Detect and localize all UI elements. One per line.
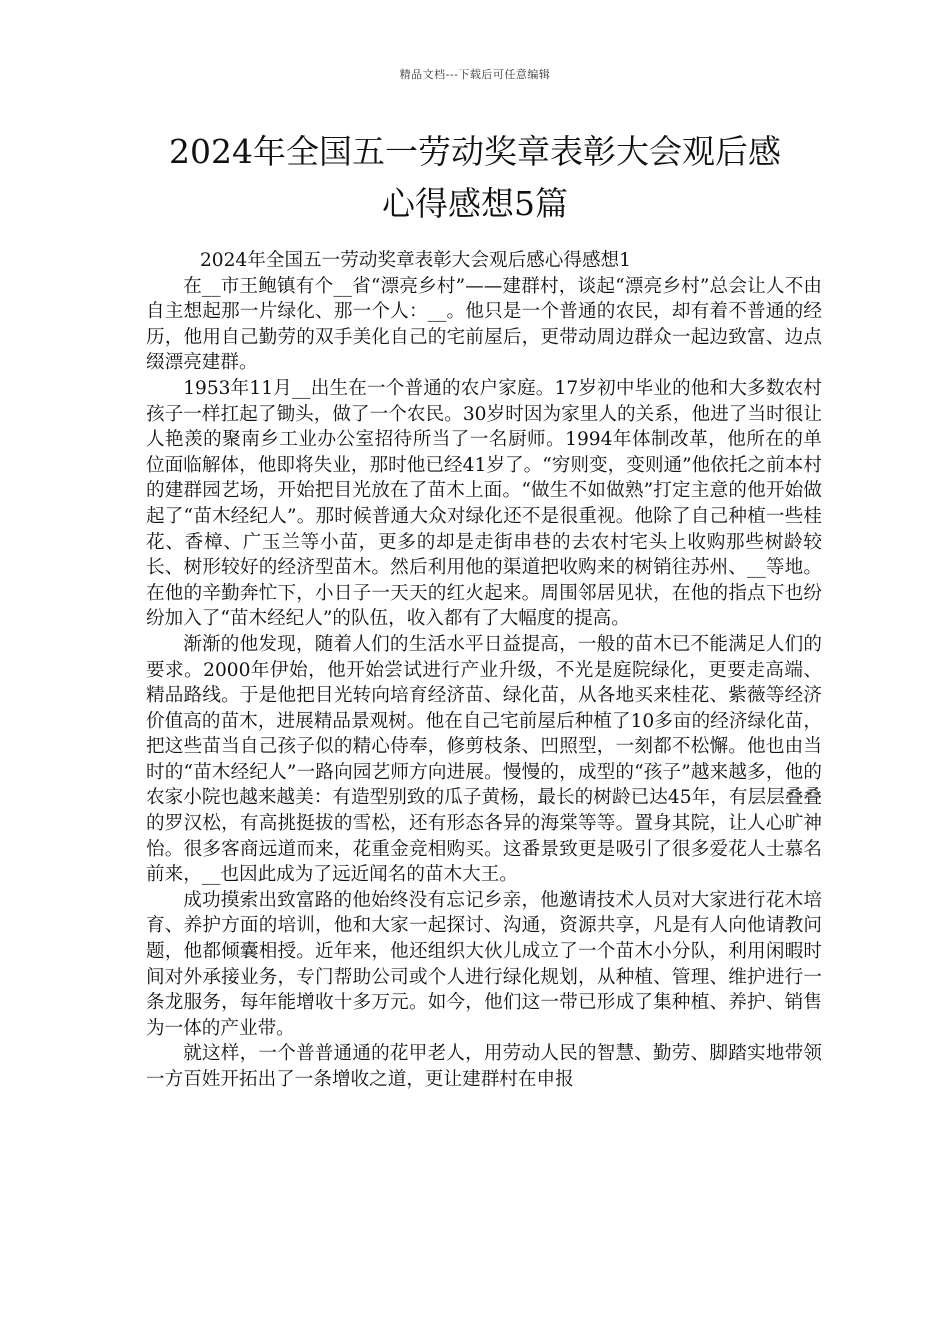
paragraph-4: 成功摸索出致富路的他始终没有忘记乡亲，他邀请技术人员对大家进行花木培育、养护方面的培训，他和大家一起探讨、沟通，资源共享，凡是有人向他请教问题，他都倾囊相授。近年来，他还组织大伙儿成立了一个苗木小分队，利用闲暇时间对外承接业务，专门帮助公司或个人进行绿化规划，从种植、管理、维护进行一条龙服务，每年能增收十多万元。如今，他们这一带已形成了集种植、养护、销售为一体的产业带。 xyxy=(146,889,822,1039)
page-header-note: 精品文档---下载后可任意编辑 xyxy=(399,68,551,81)
paragraph-3: 渐渐的他发现，随着人们的生活水平日益提高，一般的苗木已不能满足人们的要求。2000年伊始，他开始尝试进行产业升级，不光是庭院绿化，更要走高端、精品路线。于是他把目光转向培育经济苗、绿化苗，从各地买来桂花、紫薇等经济价值高的苗木，进展精品景观树。他在自己宅前屋后种植了10多亩的经济绿化苗，把这些苗当自己孩子似的精心侍奉，修剪枝条、凹照型，一刻都不松懈。他也由当时的“苗木经纪人”一路向园艺师方向进展。慢慢的，成型的“孩子”越来越多，他的农家小院也越来越美：有造型别致的瓜子黄杨，最长的树龄已达45年，有层层叠叠的罗汉松，有高挑挺拔的雪松，还有形态各异的海棠等等。置身其院，让人心旷神怡。很多客商远道而来，花重金竞相购买。这番景致更是吸引了很多爱花人士慕名前来，__也因此成为了远近闻名的苗木大王。 xyxy=(146,633,822,886)
document-body xyxy=(146,248,822,1093)
title-line-2: 心得感想5篇 xyxy=(382,184,568,223)
paragraph-2: 1953年11月__出生在一个普通的农户家庭。17岁初中毕业的他和大多数农村孩子一样扛起了锄头，做了一个农民。30岁时因为家里人的关系，他进了当时很让人艳羡的聚南乡工业办公室招待所当了一名厨师。1994年体制改革，他所在的单位面临解体，他即将失业，那时他已经41岁了。“穷则变，变则通”他依托之前本村的建群园艺场，开始把目光放在了苗木上面。“做生不如做熟”打定主意的他开始做起了“苗木经纪人”。那时候普通大众对绿化还不是很重视。他除了自己种植一些桂花、香樟、广玉兰等小苗，更多的却是走街串巷的去农村宅头上收购那些树龄较长、树形较好的经济型苗木。然后利用他的渠道把收购来的树销往苏州、__等地。在他的辛勤奔忙下，小日子一天天的红火起来。周围邻居见状，在他的指点下也纷纷加入了“苗木经纪人”的队伍，收入都有了大幅度的提高。 xyxy=(146,377,822,630)
document-title xyxy=(120,126,830,230)
paragraph-5: 就这样，一个普普通通的花甲老人，用劳动人民的智慧、勤劳、脚踏实地带领一方百姓开拓出了一条增收之道，更让建群村在申报 xyxy=(146,1043,822,1090)
title-line-1: 2024年全国五一劳动奖章表彰大会观后感 xyxy=(169,132,781,171)
section-title: 2024年全国五一劳动奖章表彰大会观后感心得感想1 xyxy=(199,250,631,271)
paragraph-1: 在__市王鲍镇有个__省“漂亮乡村”——建群村，谈起“漂亮乡村”总会让人不由自主想起那一片绿化、那一个人：__。他只是一个普通的农民，却有着不普通的经历，他用自己勤劳的双手美化自己的宅前屋后，更带动周边群众一起边致富、边点缀漂亮建群。 xyxy=(146,275,822,374)
